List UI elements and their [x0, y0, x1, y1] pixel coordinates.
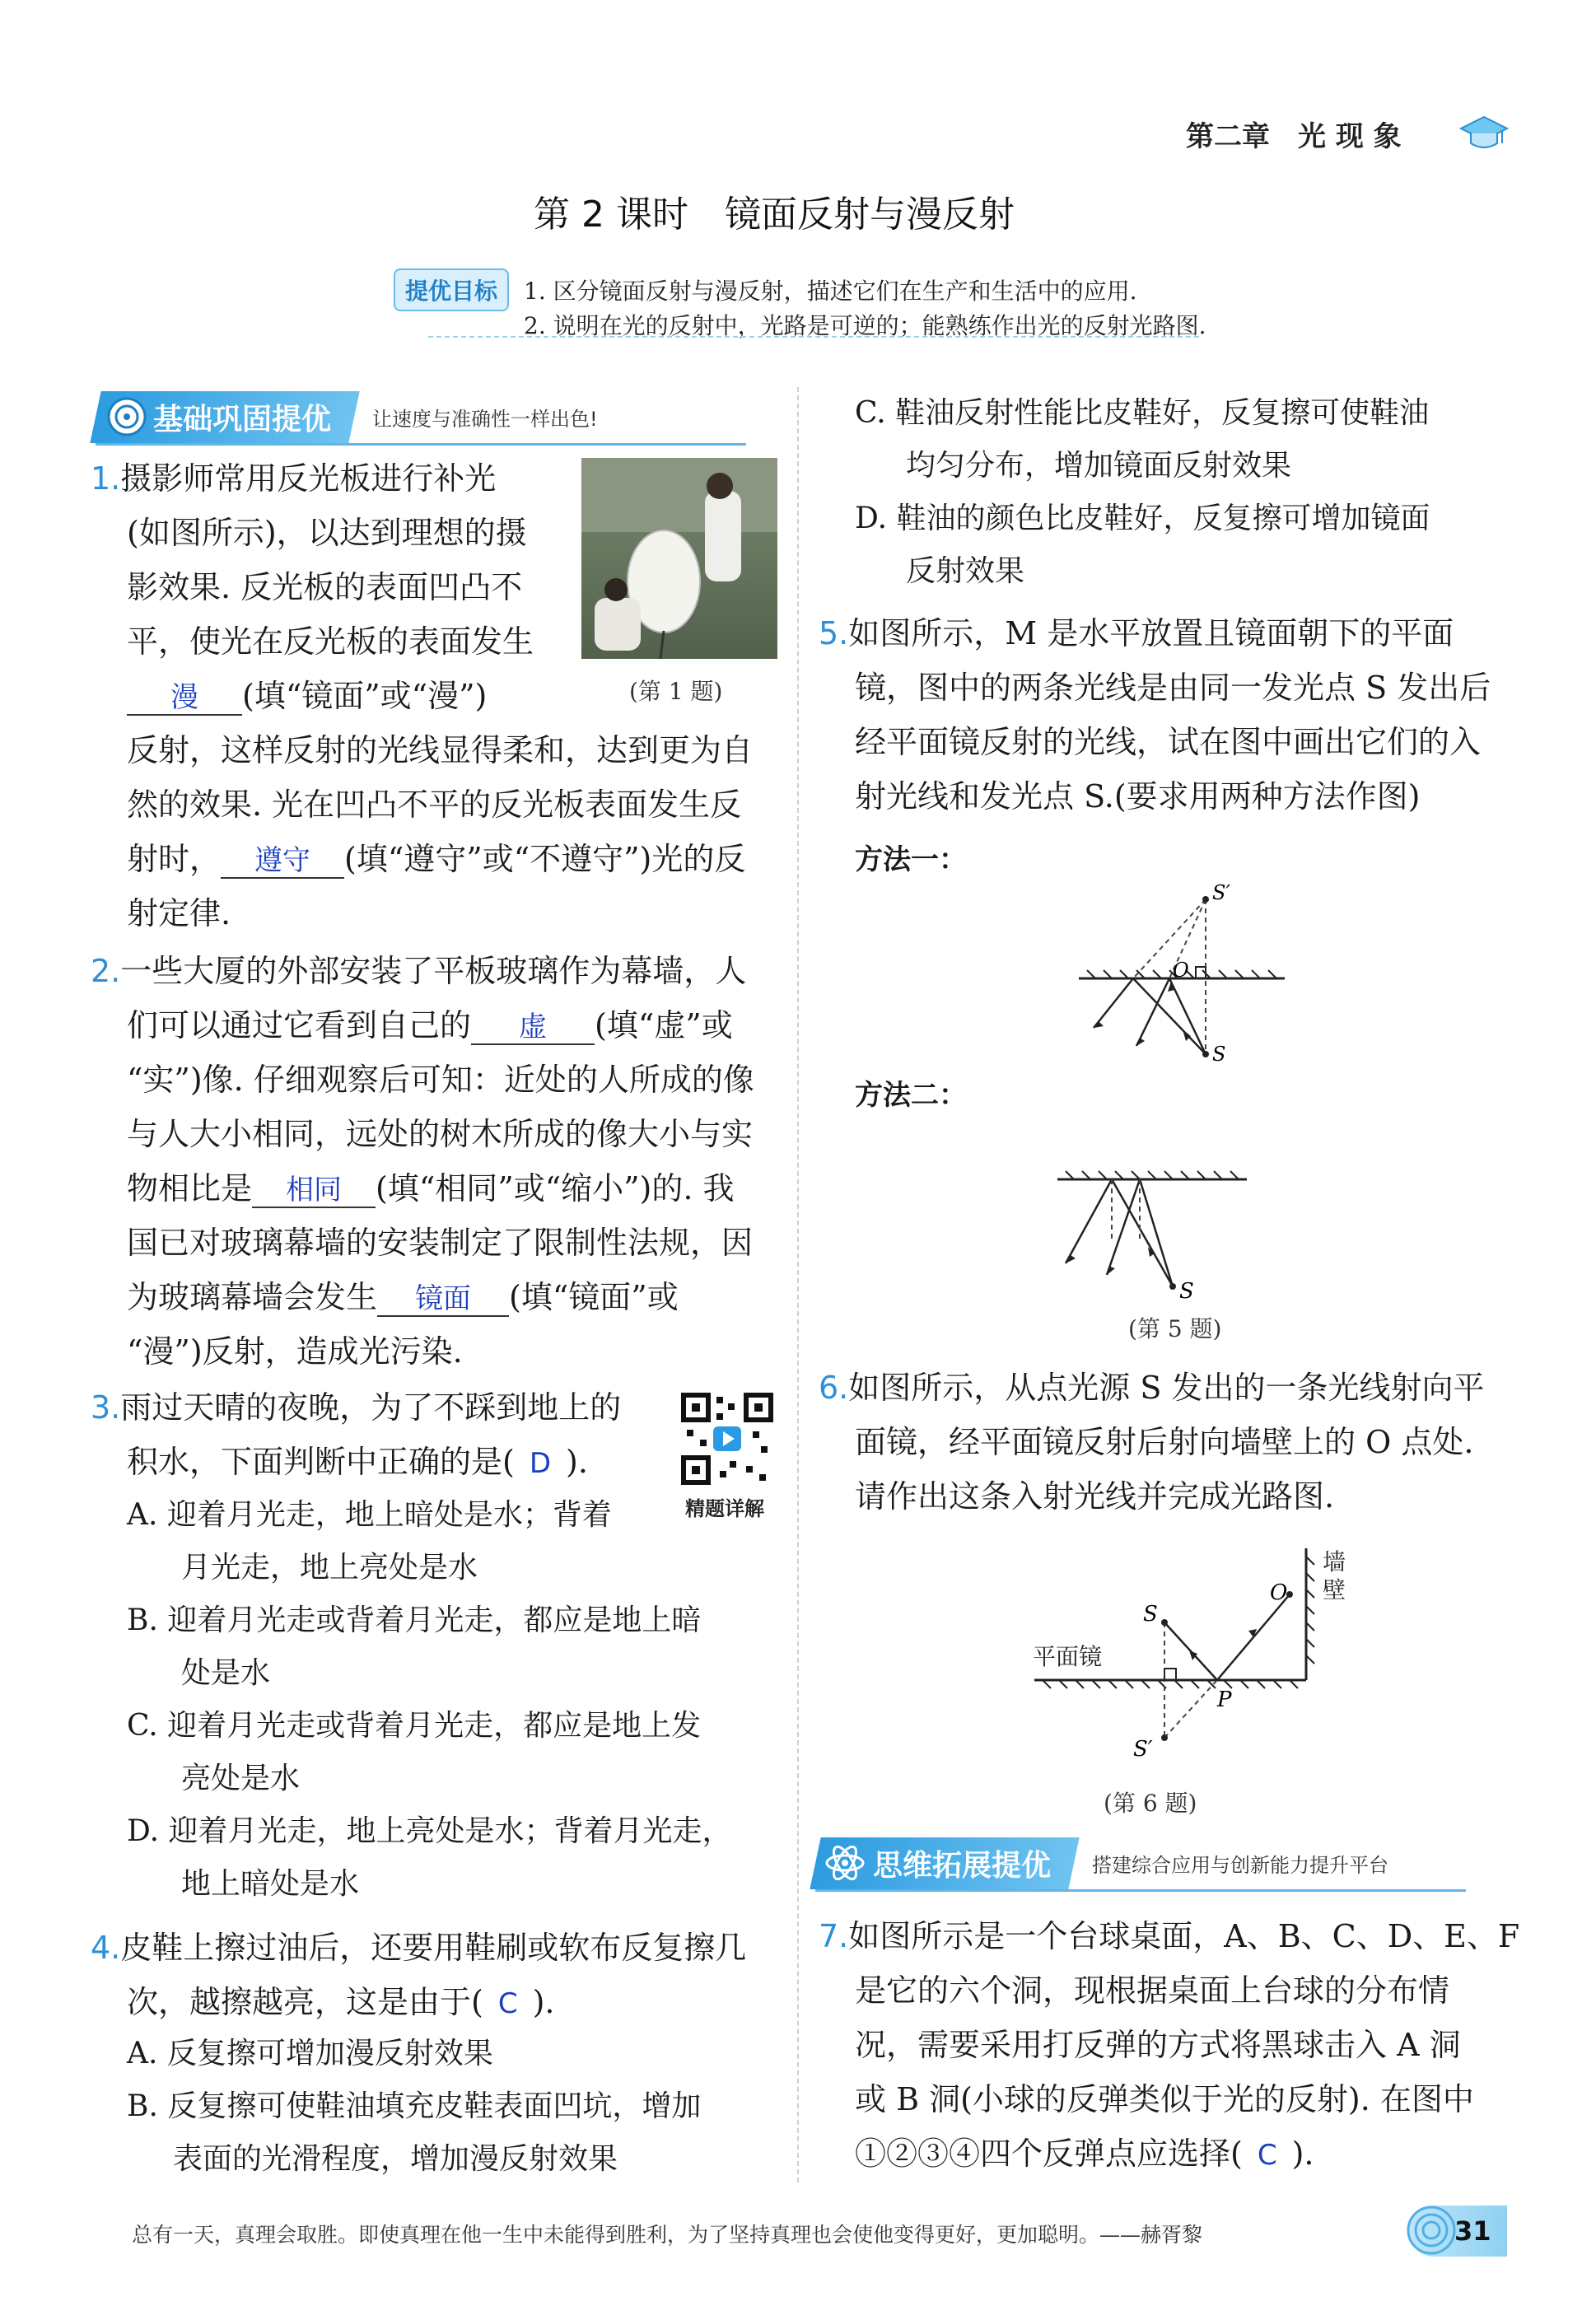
q5-label-s-prime: S′ — [1212, 881, 1230, 904]
q4-options-right — [855, 387, 1430, 598]
goal-item-1: 1. 区分镜面反射与漫反射，描述它们在生产和生活中的应用. — [524, 278, 1137, 305]
section-extension-tag: 思维拓展提优 — [810, 1837, 1079, 1889]
q1-answer1: 漫 — [170, 681, 198, 714]
q2-line5a: 物相比是 — [127, 1170, 253, 1207]
q2-line3: “实”)像. 仔细观察后可知：近处的人所成的像 — [127, 1062, 754, 1098]
q4-option-c2: 均匀分布，增加镜面反射效果 — [906, 449, 1292, 483]
q3-answer: D — [529, 1447, 552, 1480]
q2-line7a: 为玻璃幕墙会发生 — [127, 1279, 378, 1315]
q1-line3: 影效果. 反光板的表面凹凸不 — [127, 569, 523, 605]
q4-block — [91, 1921, 746, 2031]
q5-method2-label: 方法二： — [855, 1079, 967, 1112]
section-extension-subtitle: 搭建综合应用与创新能力提升平台 — [1092, 1853, 1389, 1877]
q3-option-a2: 月光走，地上亮处是水 — [181, 1551, 478, 1585]
q4-answer: C — [497, 1987, 518, 2020]
q7-line2: 是它的六个洞，现根据桌面上台球的分布情 — [855, 1972, 1450, 2009]
graduation-cap-icon — [1459, 112, 1509, 152]
q6-label-s-prime: S′ — [1133, 1737, 1153, 1762]
q2-line2a: 们可以通过它看到自己的 — [127, 1007, 472, 1043]
q1-photo — [581, 458, 777, 659]
q3-block — [91, 1380, 621, 1491]
q3-option-b1: B. 迎着月光走或背着月光走，都应是地上暗 — [127, 1603, 702, 1637]
q5-line4: 射光线和发光点 S.(要求用两种方法作图) — [855, 778, 1421, 815]
q1-answer2: 遵守 — [254, 844, 311, 877]
q4-option-d2: 反射效果 — [906, 554, 1025, 588]
q6-label-mirror: 平面镜 — [1033, 1643, 1103, 1670]
q2-line1: 一些大厦的外部安装了平板玻璃作为幕墙，人 — [120, 953, 747, 989]
q6-caption: (第 6 题) — [1104, 1790, 1197, 1817]
goal-item-2: 2. 说明在光的反射中，光路是可逆的；能熟练作出光的反射光路图. — [524, 312, 1206, 339]
q3-option-d2: 地上暗处是水 — [181, 1867, 360, 1901]
q5-line1: 如图所示，M 是水平放置且镜面朝下的平面 — [848, 615, 1454, 651]
q4-option-d1: D. 鞋油的颜色比皮鞋好，反复擦可增加镜面 — [855, 502, 1430, 535]
q2-answer1: 虚 — [519, 1011, 548, 1043]
q7-answer: C — [1257, 2139, 1277, 2172]
q3-option-b2: 处是水 — [181, 1656, 271, 1690]
q7-number: 7. — [819, 1918, 849, 1954]
q5-label-s: S — [1212, 1043, 1226, 1066]
goals-divider — [428, 336, 1199, 338]
q3-option-d1: D. 迎着月光走，地上亮处是水；背着月光走， — [127, 1814, 732, 1848]
q1-line1: 摄影师常用反光板进行补光 — [120, 460, 497, 497]
q3-line2b: ). — [566, 1444, 588, 1480]
q3-options — [127, 1489, 731, 1911]
q3-option-c1: C. 迎着月光走或背着月光走，都应是地上发 — [127, 1709, 702, 1743]
q6-label-p: P — [1217, 1687, 1232, 1712]
q2-answer3: 镜面 — [415, 1282, 472, 1315]
q3-line2a: 积水，下面判断中正确的是( — [127, 1444, 515, 1480]
q7-line5b: ). — [1291, 2136, 1314, 2172]
q3-option-a1: A. 迎着月光走，地上暗处是水；背着 — [127, 1498, 612, 1532]
q4-options-left — [127, 2028, 701, 2186]
q5-diagram-method2 — [1049, 1165, 1263, 1308]
q4-line2b: ). — [532, 1984, 555, 2020]
q5-line3: 经平面镜反射的光线，试在图中画出它们的入 — [855, 724, 1482, 760]
q1-line4: 平，使光在反光板的表面发生 — [127, 623, 534, 660]
qr-code-icon[interactable] — [680, 1392, 774, 1486]
q5-block — [819, 606, 1491, 824]
q3-number: 3. — [91, 1389, 121, 1426]
q5-number: 5. — [819, 615, 849, 651]
q1-line9: 射定律. — [127, 895, 231, 931]
section-extension — [815, 1837, 1466, 1892]
q2-line2b: (填“虚”或 — [595, 1007, 733, 1043]
q2-line5b: (填“相同”或“缩小”)的. 我 — [376, 1170, 735, 1207]
q6-block — [819, 1361, 1484, 1524]
q5-caption: (第 5 题) — [1128, 1315, 1222, 1342]
q1-line6: 反射，这样反射的光线显得柔和，达到更为自 — [127, 732, 754, 768]
q3-option-c2: 亮处是水 — [181, 1762, 301, 1795]
column-divider — [797, 387, 799, 2182]
q5-label-s-2: S — [1179, 1279, 1194, 1304]
goals-tag: 提优目标 — [394, 268, 509, 311]
q6-number: 6. — [819, 1370, 849, 1406]
q6-label-s: S — [1143, 1602, 1158, 1627]
q6-line1: 如图所示，从点光源 S 发出的一条光线射向平 — [848, 1370, 1485, 1406]
q7-block — [819, 1909, 1519, 2182]
q2-block — [91, 944, 754, 1379]
q5-line2: 镜，图中的两条光线是由同一发光点 S 发出后 — [855, 670, 1491, 706]
q7-line3: 况，需要采用打反弹的方式将黑球击入 A 洞 — [855, 2027, 1461, 2063]
q4-option-b1: B. 反复擦可使鞋油填充皮鞋表面凹坑，增加 — [127, 2089, 702, 2123]
page-swirl-icon — [1405, 2204, 1458, 2257]
q5-label-o: O — [1173, 959, 1189, 982]
q7-line5a: ①②③④四个反弹点应选择( — [855, 2136, 1243, 2172]
q1-line8a: 射时， — [127, 841, 222, 877]
q2-line4: 与人大小相同，远处的树木所成的像大小与实 — [127, 1116, 754, 1152]
atom-icon — [824, 1842, 866, 1884]
q6-label-wall: 墙壁 — [1323, 1548, 1346, 1603]
q4-line1: 皮鞋上擦过油后，还要用鞋刷或软布反复擦几 — [120, 1930, 747, 1966]
target-icon — [105, 395, 148, 438]
page-number: 31 — [1454, 2215, 1491, 2247]
q4-line2a: 次，越擦越亮，这是由于( — [127, 1984, 483, 2020]
q4-number: 4. — [91, 1930, 121, 1966]
q4-option-c1: C. 鞋油反射性能比皮鞋好，反复擦可使鞋油 — [855, 396, 1430, 430]
q4-option-b2: 表面的光滑程度，增加漫反射效果 — [173, 2142, 618, 2176]
lesson-title: 第 2 课时 镜面反射与漫反射 — [534, 194, 1015, 236]
q4-option-a1: A. 反复擦可增加漫反射效果 — [127, 2037, 493, 2070]
q1-line8b: (填“遵守”或“不遵守”)光的反 — [344, 841, 746, 877]
footer-quote: 总有一天，真理会取胜。即使真理在他一生中未能得到胜利，为了坚持真理也会使他变得更好，更加聪明。——赫胥黎 — [132, 2223, 1203, 2247]
q7-line1: 如图所示是一个台球桌面，A、B、C、D、E、F — [848, 1918, 1520, 1954]
chapter-header — [1186, 114, 1402, 154]
qr-label: 精题详解 — [685, 1497, 764, 1520]
q1-line2: (如图所示)，以达到理想的摄 — [127, 515, 527, 551]
section-basic-tag: 基础巩固提优 — [90, 391, 359, 443]
q2-line8: “漫”)反射，造成光污染. — [127, 1333, 463, 1370]
q5-diagram-method1 — [1071, 881, 1301, 1071]
chapter-title: 第二章 光 现 象 — [1186, 120, 1402, 153]
q5-method1-label: 方法一： — [855, 843, 967, 876]
q2-answer2: 相同 — [286, 1174, 343, 1207]
q1-line7: 然的效果. 光在凹凸不平的反光板表面发生反 — [127, 787, 742, 823]
q6-line3: 请作出这条入射光线并完成光路图. — [855, 1478, 1335, 1515]
q3-line1: 雨过天晴的夜晚，为了不踩到地上的 — [120, 1389, 622, 1426]
q1-caption: (第 1 题) — [629, 678, 723, 705]
q1-line5: (填“镜面”或“漫”) — [242, 678, 488, 714]
section-basic — [96, 390, 746, 446]
q2-line6: 国已对玻璃幕墙的安装制定了限制性法规，因 — [127, 1225, 754, 1261]
q2-number: 2. — [91, 953, 121, 989]
section-basic-subtitle: 让速度与准确性一样出色! — [372, 407, 598, 431]
q7-line4: 或 B 洞(小球的反弹类似于光的反射). 在图中 — [855, 2081, 1474, 2117]
q1-number: 1. — [91, 460, 121, 497]
q6-line2: 面镜，经平面镜反射后射向墙壁上的 O 点处. — [855, 1424, 1474, 1460]
q6-label-o: O — [1270, 1580, 1288, 1605]
q2-line7b: (填“镜面”或 — [509, 1279, 679, 1315]
